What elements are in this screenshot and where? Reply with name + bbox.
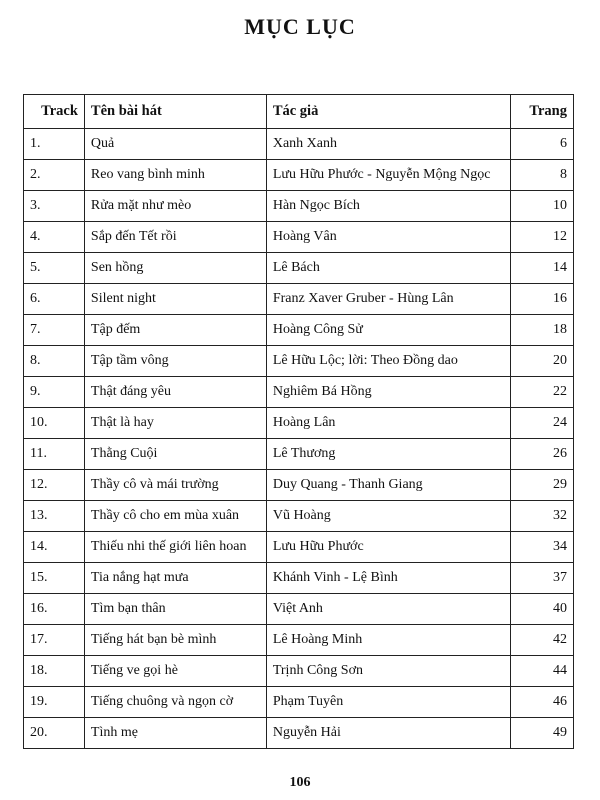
table-row [24,501,574,532]
track-cell: 11. [24,439,85,470]
page-cell: 24 [511,408,574,439]
author-cell: Việt Anh [266,594,511,625]
author-cell: Trịnh Công Sơn [266,656,511,687]
author-cell: Lê Hữu Lộc; lời: Theo Đồng dao [266,346,511,377]
table-row [24,346,574,377]
page-cell: 6 [511,129,574,160]
page-cell: 26 [511,439,574,470]
table-row [24,377,574,408]
header-author: Tác giả [266,95,511,129]
track-cell: 5. [24,253,85,284]
table-row [24,718,574,749]
author-cell: Hàn Ngọc Bích [266,191,511,222]
author-cell: Phạm Tuyên [266,687,511,718]
table-row [24,439,574,470]
author-cell: Lê Thương [266,439,511,470]
page-cell: 18 [511,315,574,346]
song-title-cell: Tập tầm vông [84,346,266,377]
author-cell: Nguyễn Hải [266,718,511,749]
table-row [24,470,574,501]
author-cell: Hoàng Lân [266,408,511,439]
page-cell: 16 [511,284,574,315]
song-title-cell: Thầy cô và mái trường [84,470,266,501]
track-cell: 4. [24,222,85,253]
track-cell: 13. [24,501,85,532]
table-row [24,687,574,718]
track-cell: 7. [24,315,85,346]
page-cell: 22 [511,377,574,408]
song-title-cell: Tiếng hát bạn bè mình [84,625,266,656]
song-title-cell: Sắp đến Tết rồi [84,222,266,253]
table-row [24,160,574,191]
author-cell: Lê Bách [266,253,511,284]
author-cell: Hoàng Vân [266,222,511,253]
page-cell: 29 [511,470,574,501]
table-row [24,222,574,253]
track-cell: 10. [24,408,85,439]
track-cell: 14. [24,532,85,563]
header-page: Trang [511,95,574,129]
table-row [24,129,574,160]
page-number: 106 [289,775,311,790]
header-song-title: Tên bài hát [84,95,266,129]
table-header [24,95,574,129]
song-title-cell: Tiếng chuông và ngọn cờ [84,687,266,718]
song-title-cell: Tiếng ve gọi hè [84,656,266,687]
author-cell: Xanh Xanh [266,129,511,160]
table-row [24,408,574,439]
header-track: Track [24,95,85,129]
table-row [24,191,574,222]
song-title-cell: Thật đáng yêu [84,377,266,408]
author-cell: Lê Hoàng Minh [266,625,511,656]
author-cell: Hoàng Công Sử [266,315,511,346]
track-cell: 3. [24,191,85,222]
table-of-contents [23,94,574,749]
author-cell: Vũ Hoàng [266,501,511,532]
author-cell: Duy Quang - Thanh Giang [266,470,511,501]
author-cell: Nghiêm Bá Hồng [266,377,511,408]
page-title: MỤC LỤC [244,14,356,39]
song-title-cell: Tìm bạn thân [84,594,266,625]
page-cell: 8 [511,160,574,191]
page-cell: 10 [511,191,574,222]
author-cell: Khánh Vinh - Lệ Bình [266,563,511,594]
track-cell: 20. [24,718,85,749]
page-cell: 14 [511,253,574,284]
table-row [24,625,574,656]
table-row [24,532,574,563]
page-cell: 34 [511,532,574,563]
song-title-cell: Tình mẹ [84,718,266,749]
track-cell: 12. [24,470,85,501]
author-cell: Lưu Hữu Phước - Nguyễn Mộng Ngọc [266,160,511,191]
table-row [24,284,574,315]
track-cell: 1. [24,129,85,160]
song-title-cell: Sen hồng [84,253,266,284]
table-row [24,594,574,625]
track-cell: 6. [24,284,85,315]
song-title-cell: Thiếu nhi thế giới liên hoan [84,532,266,563]
page-cell: 40 [511,594,574,625]
song-title-cell: Tia nắng hạt mưa [84,563,266,594]
song-title-cell: Rửa mặt như mèo [84,191,266,222]
author-cell: Franz Xaver Gruber - Hùng Lân [266,284,511,315]
table-row [24,253,574,284]
page-cell: 42 [511,625,574,656]
song-title-cell: Thật là hay [84,408,266,439]
track-cell: 18. [24,656,85,687]
page-cell: 20 [511,346,574,377]
author-cell: Lưu Hữu Phước [266,532,511,563]
track-cell: 19. [24,687,85,718]
track-cell: 8. [24,346,85,377]
page-cell: 49 [511,718,574,749]
song-title-cell: Thầy cô cho em mùa xuân [84,501,266,532]
track-cell: 16. [24,594,85,625]
song-title-cell: Quả [84,129,266,160]
table-row [24,563,574,594]
track-cell: 17. [24,625,85,656]
track-cell: 9. [24,377,85,408]
table-row [24,315,574,346]
table-row [24,656,574,687]
track-cell: 15. [24,563,85,594]
table-body [24,129,574,749]
page-cell: 32 [511,501,574,532]
song-title-cell: Silent night [84,284,266,315]
page-cell: 44 [511,656,574,687]
page-cell: 37 [511,563,574,594]
track-cell: 2. [24,160,85,191]
song-title-cell: Thằng Cuội [84,439,266,470]
song-title-cell: Reo vang bình minh [84,160,266,191]
page-cell: 12 [511,222,574,253]
page-cell: 46 [511,687,574,718]
song-title-cell: Tập đếm [84,315,266,346]
header-row [24,95,574,129]
